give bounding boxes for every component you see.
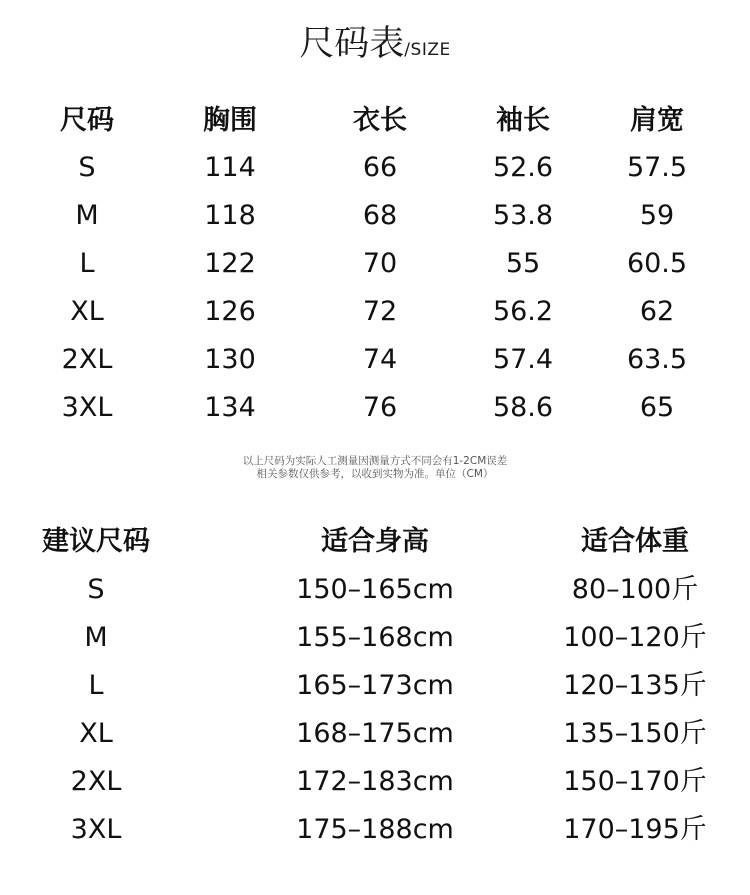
cell-shoulder: 59 (639, 200, 675, 231)
cell-chest: 114 (204, 152, 256, 183)
cell-chest: 134 (204, 392, 256, 423)
header-height: 适合身高 (321, 526, 429, 557)
cell-shoulder: 65 (639, 392, 675, 423)
cell-height: 168–175cm (296, 718, 454, 749)
table-row (0, 710, 750, 758)
cell-weight: 170–195斤 (563, 814, 707, 845)
cell-height: 150–165cm (296, 574, 454, 605)
header-size: 尺码 (60, 105, 114, 136)
cell-height: 165–173cm (296, 670, 454, 701)
table-row (0, 662, 750, 710)
cell-size: 3XL (70, 814, 122, 845)
page-title (0, 22, 750, 72)
cell-weight: 120–135斤 (563, 670, 707, 701)
cell-size: 2XL (70, 766, 122, 797)
cell-chest: 122 (204, 248, 256, 279)
table-row (0, 384, 750, 432)
table-row (0, 806, 750, 854)
cell-length: 74 (362, 344, 398, 375)
note-line: 相关参数仅供参考，以收到实物为准。单位（CM） (256, 468, 494, 480)
cell-size: L (79, 248, 95, 279)
cell-size: S (78, 152, 96, 183)
table-row (0, 566, 750, 614)
header-length: 衣长 (353, 105, 407, 136)
table-row (0, 288, 750, 336)
cell-weight: 150–170斤 (563, 766, 707, 797)
table-row (0, 192, 750, 240)
table-row (0, 144, 750, 192)
cell-size: L (88, 670, 104, 701)
cell-height: 175–188cm (296, 814, 454, 845)
cell-size: S (87, 574, 105, 605)
note-line: 以上尺码为实际人工测量因测量方式不同会有1-2CM误差 (242, 455, 508, 467)
table-row (0, 758, 750, 806)
header-recommended-size: 建议尺码 (42, 526, 150, 557)
cell-chest: 130 (204, 344, 256, 375)
cell-length: 66 (362, 152, 398, 183)
cell-size: 2XL (61, 344, 113, 375)
cell-size: 3XL (61, 392, 113, 423)
cell-sleeve: 56.2 (492, 296, 554, 327)
cell-chest: 118 (204, 200, 256, 231)
table-row (0, 240, 750, 288)
measurement-note (0, 455, 750, 481)
cell-shoulder: 60.5 (626, 248, 688, 279)
cell-sleeve: 55 (505, 248, 541, 279)
table-row (0, 336, 750, 384)
cell-sleeve: 57.4 (492, 344, 554, 375)
cell-weight: 135–150斤 (563, 718, 707, 749)
cell-sleeve: 53.8 (492, 200, 554, 231)
table-row (0, 614, 750, 662)
title-sub: /SIZE (404, 40, 451, 60)
cell-weight: 80–100斤 (571, 574, 699, 605)
cell-shoulder: 62 (639, 296, 675, 327)
header-shoulder: 肩宽 (630, 105, 684, 136)
cell-length: 76 (362, 392, 398, 423)
fit-table-header (0, 518, 750, 566)
cell-sleeve: 52.6 (492, 152, 554, 183)
cell-size: M (75, 200, 99, 231)
cell-size: XL (70, 296, 104, 327)
size-table-header (0, 97, 750, 145)
cell-height: 172–183cm (296, 766, 454, 797)
cell-chest: 126 (204, 296, 256, 327)
cell-sleeve: 58.6 (492, 392, 554, 423)
title-main: 尺码表 (299, 24, 405, 64)
cell-size: XL (79, 718, 113, 749)
cell-shoulder: 57.5 (626, 152, 688, 183)
cell-length: 70 (362, 248, 398, 279)
cell-size: M (84, 622, 108, 653)
cell-length: 72 (362, 296, 398, 327)
cell-weight: 100–120斤 (563, 622, 707, 653)
header-sleeve: 袖长 (496, 105, 550, 136)
cell-length: 68 (362, 200, 398, 231)
header-chest: 胸围 (203, 105, 257, 136)
cell-height: 155–168cm (296, 622, 454, 653)
cell-shoulder: 63.5 (626, 344, 688, 375)
header-weight: 适合体重 (581, 526, 689, 557)
